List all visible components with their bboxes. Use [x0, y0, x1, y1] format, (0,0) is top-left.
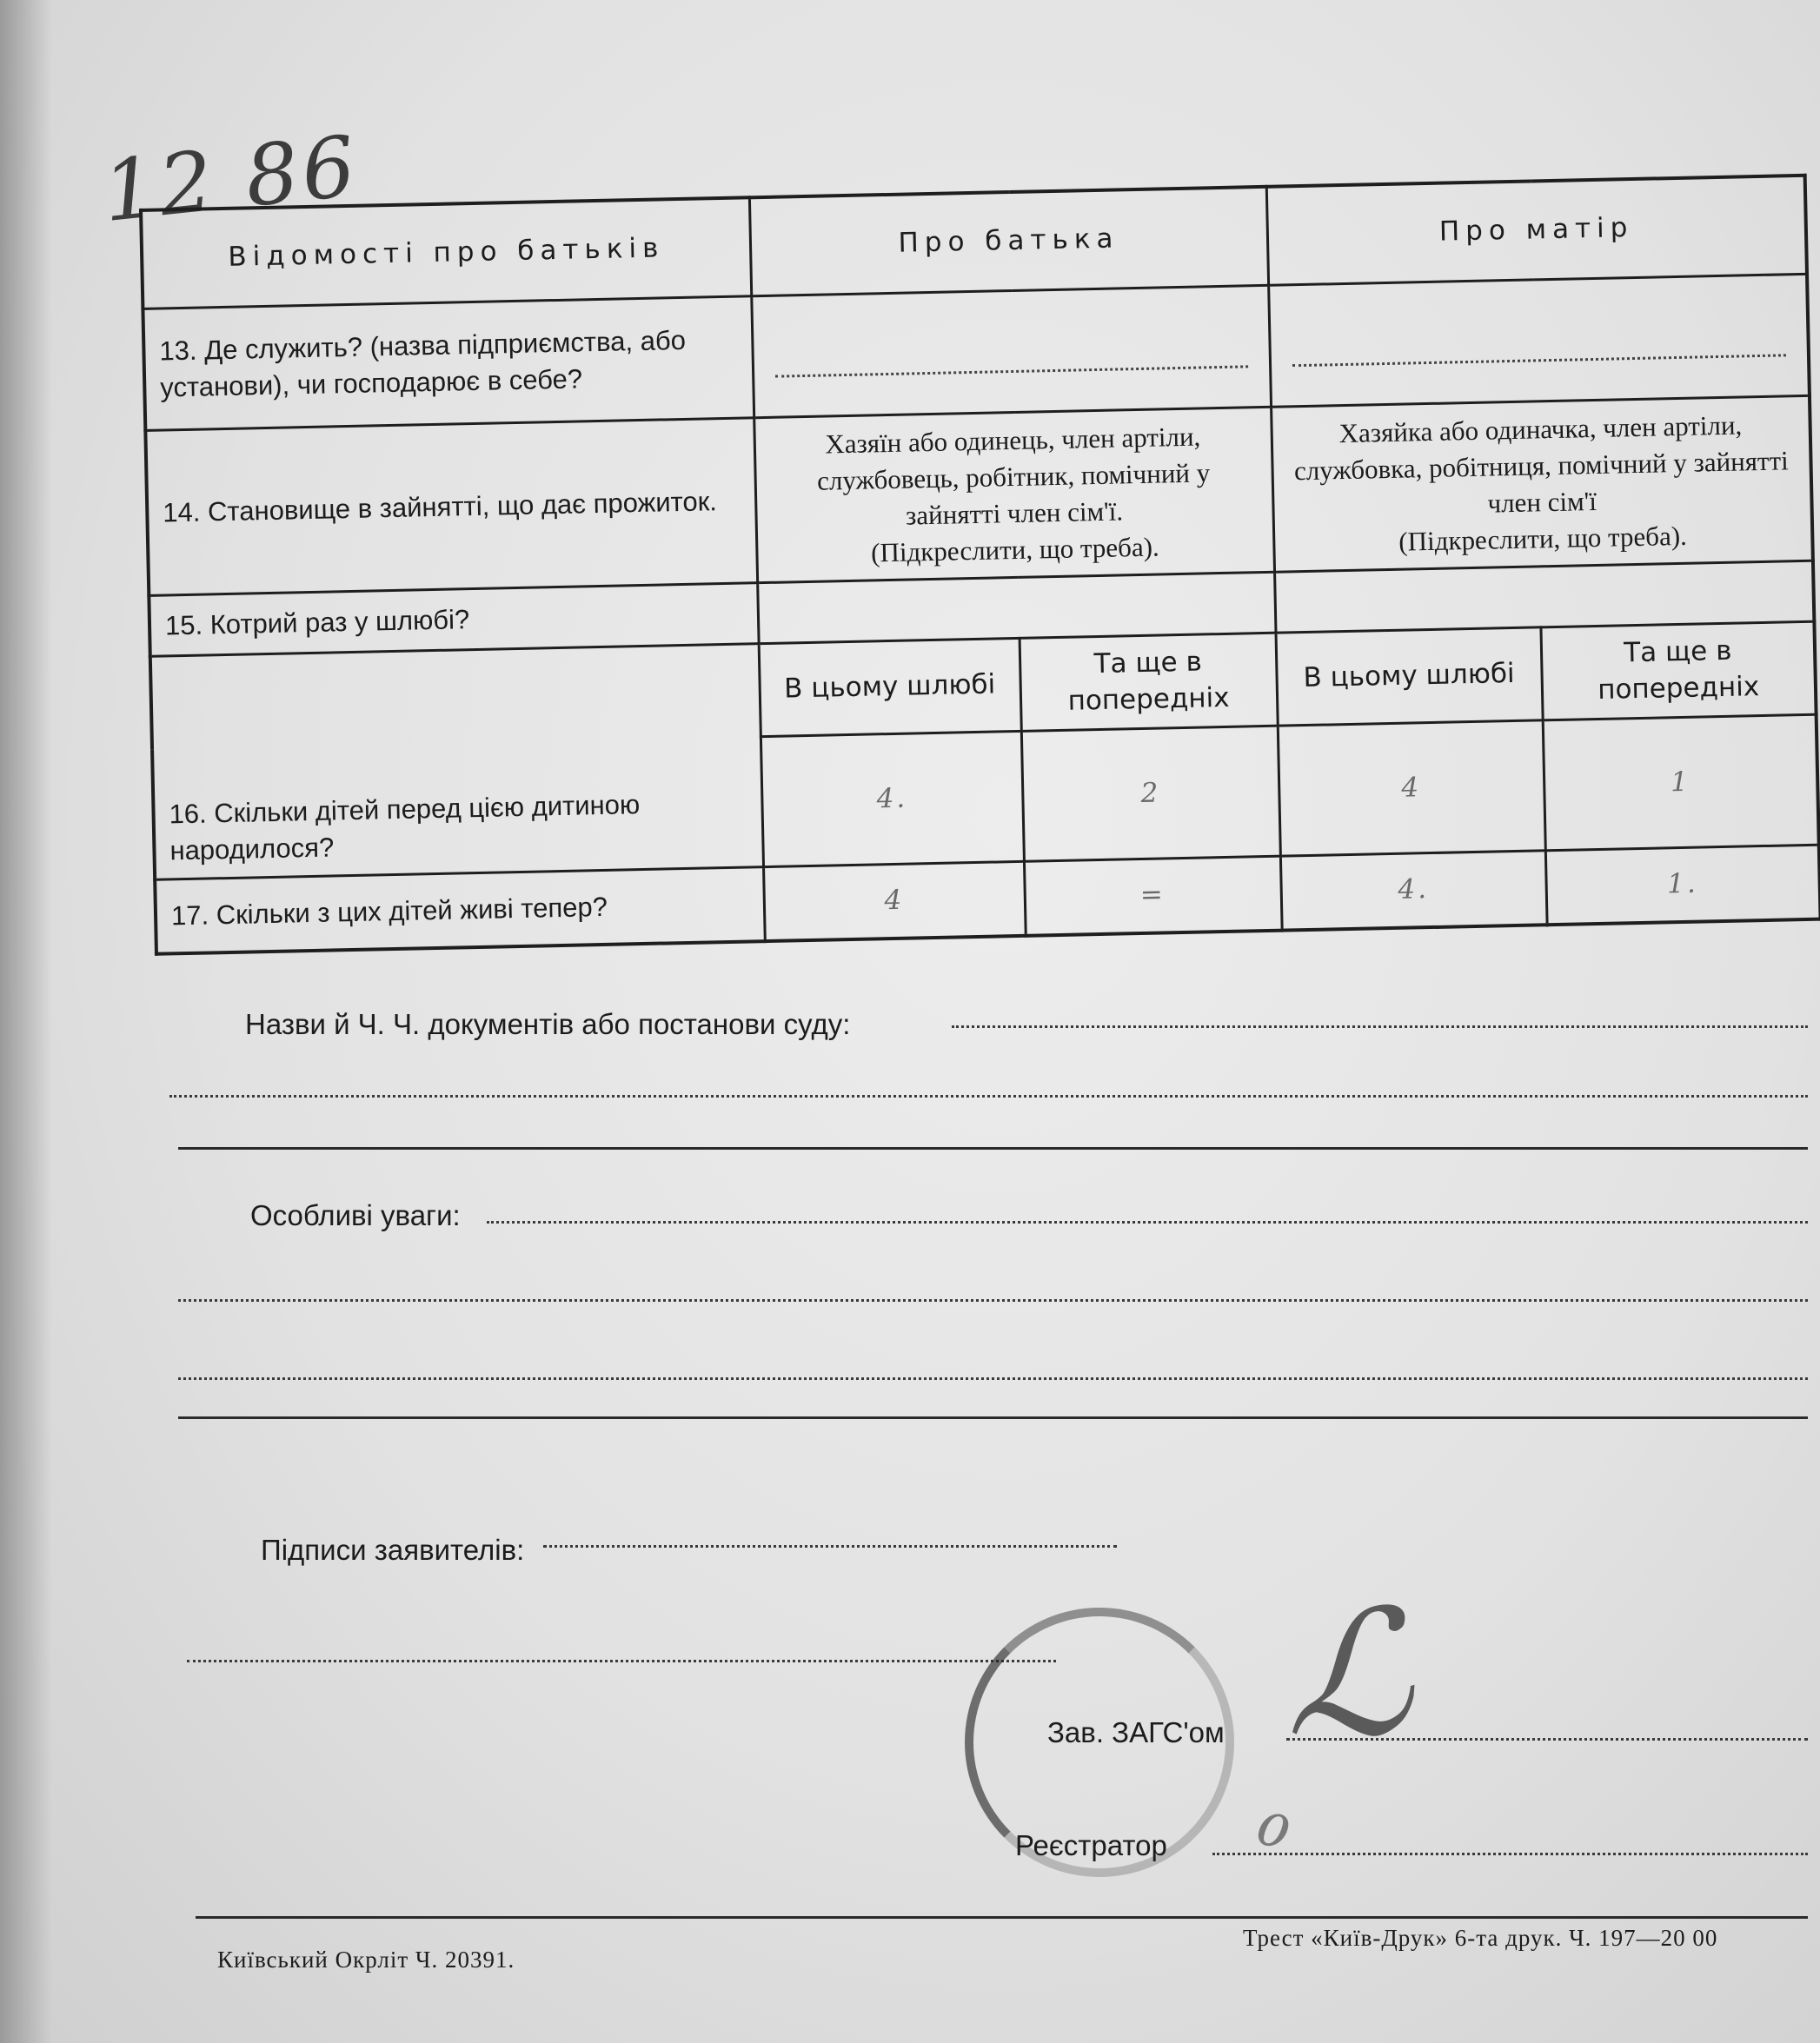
question-17: 17. Скільки з цих дітей живі тепер? — [155, 867, 765, 954]
handwritten-page-number: 12 86 — [97, 116, 363, 242]
children-born-this-father: 4. — [761, 731, 1024, 866]
zags-head-signature: ℒ — [1286, 1573, 1416, 1775]
header-mother: Про матір — [1266, 176, 1807, 285]
subheader-previous-father: Та ще в попередніх — [1020, 633, 1278, 732]
applicant-signatures-label: Підписи заявителів: — [261, 1534, 525, 1566]
subheader-previous-mother: Та ще в попередніх — [1540, 622, 1816, 720]
children-born-prev-mother: 1 — [1543, 714, 1819, 851]
header-parents-info: Відомості про батьків — [141, 197, 751, 308]
options-14-mother — [1271, 395, 1813, 572]
remarks-dotted-line — [487, 1221, 1808, 1224]
scan-edge-shadow — [0, 0, 52, 2043]
footer-right: Трест «Київ-Друк» 6-та друк. Ч. 197—20 00 — [1243, 1925, 1718, 1951]
remarks-label: Особливі уваги: — [250, 1199, 461, 1231]
answer-15-father — [757, 573, 1275, 644]
options-14-father-text: Хазяїн або одинець, член артіли, службовець, робітник, помічний у зайнятті член сім'ї. — [816, 421, 1211, 531]
separator-line-2 — [178, 1416, 1808, 1419]
applicant-signature-line-2 — [187, 1660, 1056, 1662]
options-14-father — [754, 407, 1274, 583]
underline-instruction-mother: (Підкреслити, що треба). — [1398, 520, 1688, 557]
children-alive-prev-father: = — [1024, 856, 1282, 935]
zags-head-label: Зав. ЗАГС'ом — [1047, 1716, 1225, 1748]
answer-13-father-cell — [751, 285, 1271, 417]
footer-rule — [196, 1916, 1808, 1919]
subheader-this-marriage-father: В цьому шлюбі — [759, 639, 1021, 737]
parents-info-table — [139, 174, 1820, 956]
question-15: 15. Котрий раз у шлюбі? — [149, 583, 758, 657]
children-born-this-mother: 4 — [1278, 720, 1545, 856]
dotted-line — [1292, 314, 1786, 367]
registrar-signature: ℴ — [1252, 1773, 1292, 1864]
children-alive-this-mother: 4. — [1280, 851, 1547, 930]
subheader-this-marriage-mother: В цьому шлюбі — [1276, 627, 1543, 726]
documents-dotted-line — [952, 1025, 1808, 1028]
question-14: 14. Становище в зайнятті, що дає прожиток. — [145, 418, 757, 596]
applicant-signature-line — [543, 1545, 1117, 1548]
registrar-label: Реєстратор — [1015, 1829, 1167, 1861]
remarks-dotted-line-2 — [178, 1299, 1808, 1302]
question-16: 16. Скільки дітей перед цією дитиною народилося? — [150, 644, 763, 879]
remarks-dotted-line-3 — [178, 1377, 1808, 1380]
answer-13-mother-cell — [1268, 274, 1810, 407]
documents-dotted-line-2 — [169, 1095, 1808, 1098]
separator-line — [178, 1147, 1808, 1150]
underline-instruction-father: (Підкреслити, що треба). — [870, 531, 1160, 567]
question-13: 13. Де служить? (назва підприємства, або установи), чи господарює в себе? — [143, 296, 754, 431]
dotted-line — [774, 325, 1248, 377]
header-father: Про батька — [749, 187, 1268, 296]
options-14-mother-text: Хазяйка або одиначка, член артіли, службовка, робітниця, помічний у зайнятті член сім'ї — [1293, 409, 1790, 519]
answer-15-mother — [1274, 561, 1814, 633]
documents-label: Назви й Ч. Ч. документів або постанови суду: — [245, 1008, 851, 1040]
children-alive-prev-mother: 1. — [1545, 845, 1820, 925]
footer-left: Київський Окрліт Ч. 20391. — [217, 1947, 515, 1973]
children-born-prev-father: 2 — [1021, 726, 1280, 861]
children-alive-this-father: 4 — [763, 861, 1026, 940]
registrar-signature-line — [1212, 1853, 1808, 1855]
